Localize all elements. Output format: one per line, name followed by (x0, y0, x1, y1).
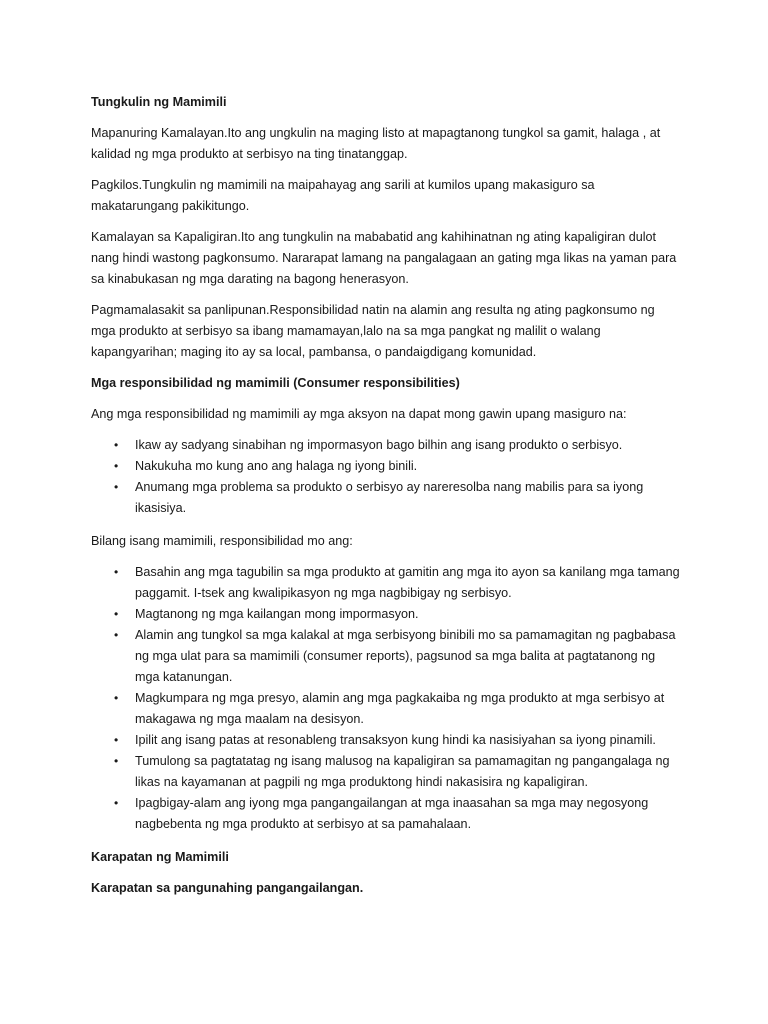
bullet-icon: • (114, 691, 119, 705)
list-item (91, 751, 681, 793)
bullet-icon: • (114, 733, 119, 747)
list-item-text: Ikaw ay sadyang sinabihan ng impormasyon bago bilhin ang isang produkto o serbisyo. (135, 438, 623, 452)
bullet-icon: • (114, 628, 119, 642)
list-item-text: Ipagbigay-alam ang iyong mga pangangailangan at mga inaasahan sa mga may negosyong nagbebenta ng mga produkto at serbisyo at sa pamahalaan. (135, 796, 649, 831)
list-item-text: Anumang mga problema sa produkto o serbisyo ay nareresolba nang mabilis para sa iyong ikasisiya. (135, 480, 644, 515)
paragraph-intro-responsibilidad: Ang mga responsibilidad ng mamimili ay mga aksyon na dapat mong gawin upang masiguro na: (91, 407, 627, 421)
bullet-icon: • (114, 480, 119, 494)
list-item (91, 793, 681, 835)
list-item (91, 562, 681, 604)
bullet-icon: • (114, 565, 119, 579)
list-item (91, 730, 681, 751)
bullet-icon: • (114, 754, 119, 768)
bullet-icon: • (114, 459, 119, 473)
list-item-text: Ipilit ang isang patas at resonableng transaksyon kung hindi ka nasisiyahan sa iyong pinamili. (135, 733, 656, 747)
paragraph-pagmamalasakit: Pagmamalasakit sa panlipunan.Responsibilidad natin na alamin ang resulta ng ating pagkonsumo ng mga produkto at serbisyo sa ibang mamamayan,lalo na sa mga pangkat ng malilit o walang kapangyarihan; maging ito ay sa local, pambansa, o pandaigdigang komunidad. (91, 303, 655, 359)
document-page (91, 92, 681, 909)
list-item (91, 456, 681, 477)
subheading-karapatan: Karapatan sa pangunahing pangangailangan. (91, 881, 364, 895)
paragraph-kamalayan-sa-kapaligiran: Kamalayan sa Kapaligiran.Ito ang tungkulin na mababatid ang kahihinatnan ng ating kapaligiran dulot nang hindi wastong pagkonsumo. Nararapat lamang na pangalagaan an gating mga likas na yaman para sa kinabukasan ng mga darating na bagong henerasyon. (91, 230, 677, 286)
heading-responsibilidad: Mga responsibilidad ng mamimili (Consumer responsibilities) (91, 376, 460, 390)
bullet-icon: • (114, 796, 119, 810)
bullet-icon: • (114, 438, 119, 452)
bullet-icon: • (114, 607, 119, 621)
list-item (91, 435, 681, 456)
paragraph-mapanuring-kamalayan: Mapanuring Kamalayan.Ito ang ungkulin na maging listo at mapagtanong tungkol sa gamit, halaga , at kalidad ng mga produkto at serbisyo na ting tinatanggap. (91, 126, 661, 161)
paragraph-pagkilos: Pagkilos.Tungkulin ng mamimili na maipahayag ang sarili at kumilos upang makasiguro sa makatarungang pakikitungo. (91, 178, 595, 213)
list-item-text: Basahin ang mga tagubilin sa mga produkto at gamitin ang mga ito ayon sa kanilang mga tamang paggamit. I-tsek ang kwalipikasyon ng mga nagbibigay ng serbisyo. (135, 565, 680, 600)
list-item (91, 688, 681, 730)
list-item-text: Tumulong sa pagtatatag ng isang malusog na kapaligiran sa pamamagitan ng pangangalaga ng likas na kayamanan at pagpili ng mga produktong hindi nakasisira ng kapaligiran. (135, 754, 670, 789)
list-item (91, 477, 681, 519)
bullet-list-responsibilidad (91, 435, 681, 519)
paragraph-intro-bilang: Bilang isang mamimili, responsibilidad mo ang: (91, 534, 353, 548)
list-item-text: Magkumpara ng mga presyo, alamin ang mga pagkakaiba ng mga produkto at mga serbisyo at makagawa ng mga maalam na desisyon. (135, 691, 665, 726)
list-item (91, 625, 681, 688)
list-item (91, 604, 681, 625)
bullet-list-bilang (91, 562, 681, 835)
list-item-text: Nakukuha mo kung ano ang halaga ng iyong binili. (135, 459, 418, 473)
heading-karapatan: Karapatan ng Mamimili (91, 850, 229, 864)
list-item-text: Alamin ang tungkol sa mga kalakal at mga serbisyong binibili mo sa pamamagitan ng pagbabasa ng mga ulat para sa mamimili (consumer reports), pagsunod sa mga balita at pagtatanong ng mga katanungan. (135, 628, 676, 684)
heading-tungkulin: Tungkulin ng Mamimili (91, 95, 227, 109)
list-item-text: Magtanong ng mga kailangan mong impormasyon. (135, 607, 419, 621)
